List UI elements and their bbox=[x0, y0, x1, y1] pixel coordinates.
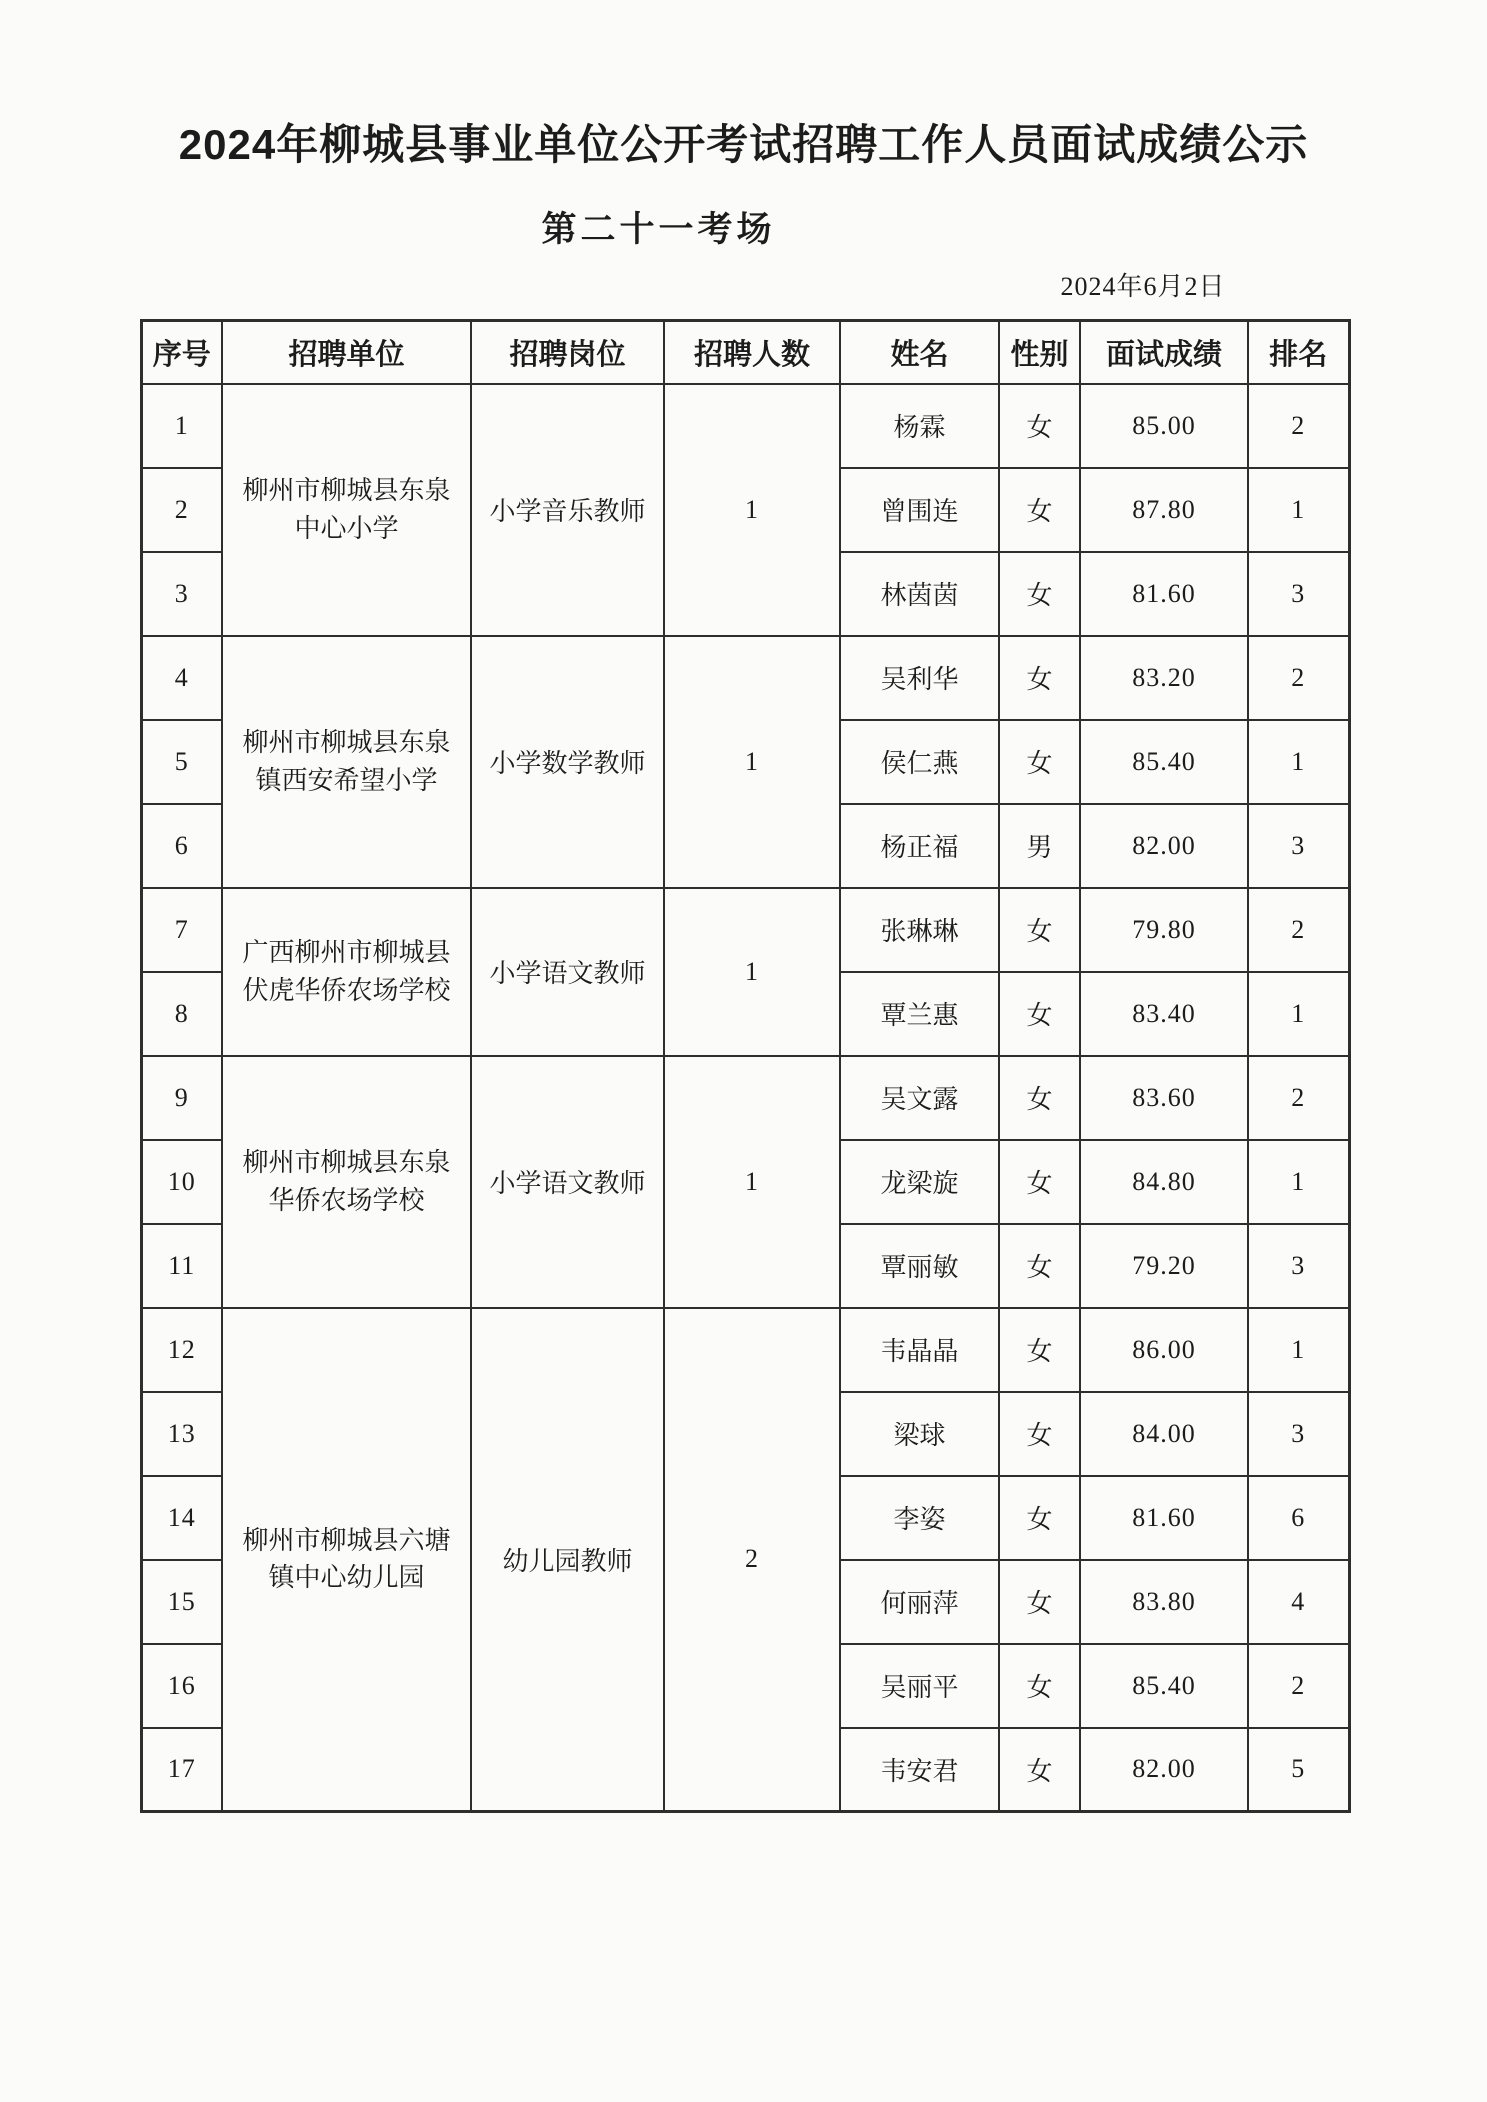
name-cell: 梁球 bbox=[840, 1392, 999, 1476]
score-cell: 83.60 bbox=[1080, 1056, 1248, 1140]
name-cell: 林茵茵 bbox=[840, 552, 999, 636]
column-header-seq: 序号 bbox=[141, 321, 222, 384]
gender-cell: 女 bbox=[999, 468, 1080, 552]
header-row bbox=[141, 321, 1349, 384]
gender-cell: 男 bbox=[999, 804, 1080, 888]
seq-cell: 6 bbox=[141, 804, 222, 888]
column-header-gender: 性别 bbox=[999, 321, 1080, 384]
score-cell: 82.00 bbox=[1080, 1728, 1248, 1812]
column-header-rank: 排名 bbox=[1248, 321, 1349, 384]
score-cell: 83.20 bbox=[1080, 636, 1248, 720]
rank-cell: 4 bbox=[1248, 1560, 1349, 1644]
column-header-position: 招聘岗位 bbox=[471, 321, 664, 384]
unit-cell: 柳州市柳城县东泉镇西安希望小学 bbox=[222, 636, 471, 888]
seq-cell: 11 bbox=[141, 1224, 222, 1308]
score-cell: 82.00 bbox=[1080, 804, 1248, 888]
name-cell: 吴文露 bbox=[840, 1056, 999, 1140]
name-cell: 覃兰惠 bbox=[840, 972, 999, 1056]
score-cell: 85.40 bbox=[1080, 1644, 1248, 1728]
gender-cell: 女 bbox=[999, 1056, 1080, 1140]
rank-cell: 6 bbox=[1248, 1476, 1349, 1560]
rank-cell: 3 bbox=[1248, 552, 1349, 636]
score-cell: 84.00 bbox=[1080, 1392, 1248, 1476]
table-row bbox=[141, 636, 1349, 720]
openings-cell: 1 bbox=[664, 384, 840, 636]
rank-cell: 2 bbox=[1248, 384, 1349, 468]
results-table-body bbox=[141, 384, 1349, 1812]
rank-cell: 2 bbox=[1248, 636, 1349, 720]
name-cell: 杨正福 bbox=[840, 804, 999, 888]
position-cell: 小学音乐教师 bbox=[471, 384, 664, 636]
rank-cell: 2 bbox=[1248, 888, 1349, 972]
gender-cell: 女 bbox=[999, 720, 1080, 804]
seq-cell: 1 bbox=[141, 384, 222, 468]
gender-cell: 女 bbox=[999, 1224, 1080, 1308]
gender-cell: 女 bbox=[999, 1308, 1080, 1392]
column-header-unit: 招聘单位 bbox=[222, 321, 471, 384]
rank-cell: 1 bbox=[1248, 468, 1349, 552]
score-cell: 85.00 bbox=[1080, 384, 1248, 468]
position-cell: 小学语文教师 bbox=[471, 888, 664, 1056]
table-row bbox=[141, 1308, 1349, 1392]
name-cell: 曾围连 bbox=[840, 468, 999, 552]
position-cell: 小学数学教师 bbox=[471, 636, 664, 888]
unit-cell: 柳州市柳城县东泉华侨农场学校 bbox=[222, 1056, 471, 1308]
score-cell: 85.40 bbox=[1080, 720, 1248, 804]
gender-cell: 女 bbox=[999, 1476, 1080, 1560]
gender-cell: 女 bbox=[999, 888, 1080, 972]
gender-cell: 女 bbox=[999, 972, 1080, 1056]
seq-cell: 13 bbox=[141, 1392, 222, 1476]
column-header-name: 姓名 bbox=[840, 321, 999, 384]
unit-cell: 柳州市柳城县六塘镇中心幼儿园 bbox=[222, 1308, 471, 1812]
table-row bbox=[141, 888, 1349, 972]
rank-cell: 2 bbox=[1248, 1056, 1349, 1140]
rank-cell: 3 bbox=[1248, 1392, 1349, 1476]
rank-cell: 1 bbox=[1248, 1140, 1349, 1224]
rank-cell: 3 bbox=[1248, 1224, 1349, 1308]
gender-cell: 女 bbox=[999, 1392, 1080, 1476]
position-cell: 幼儿园教师 bbox=[471, 1308, 664, 1812]
score-cell: 87.80 bbox=[1080, 468, 1248, 552]
score-cell: 84.80 bbox=[1080, 1140, 1248, 1224]
openings-cell: 1 bbox=[664, 636, 840, 888]
seq-cell: 16 bbox=[141, 1644, 222, 1728]
gender-cell: 女 bbox=[999, 1560, 1080, 1644]
seq-cell: 3 bbox=[141, 552, 222, 636]
seq-cell: 15 bbox=[141, 1560, 222, 1644]
seq-cell: 5 bbox=[141, 720, 222, 804]
score-cell: 83.80 bbox=[1080, 1560, 1248, 1644]
seq-cell: 7 bbox=[141, 888, 222, 972]
gender-cell: 女 bbox=[999, 552, 1080, 636]
openings-cell: 1 bbox=[664, 1056, 840, 1308]
rank-cell: 3 bbox=[1248, 804, 1349, 888]
name-cell: 韦安君 bbox=[840, 1728, 999, 1812]
score-cell: 86.00 bbox=[1080, 1308, 1248, 1392]
seq-cell: 2 bbox=[141, 468, 222, 552]
column-header-score: 面试成绩 bbox=[1080, 321, 1248, 384]
score-cell: 79.20 bbox=[1080, 1224, 1248, 1308]
seq-cell: 17 bbox=[141, 1728, 222, 1812]
document-content bbox=[140, 266, 1348, 1813]
gender-cell: 女 bbox=[999, 636, 1080, 720]
unit-cell: 柳州市柳城县东泉中心小学 bbox=[222, 384, 471, 636]
seq-cell: 14 bbox=[141, 1476, 222, 1560]
score-cell: 81.60 bbox=[1080, 1476, 1248, 1560]
page-subtitle: 第二十一考场 bbox=[541, 210, 776, 249]
column-header-openings: 招聘人数 bbox=[664, 321, 840, 384]
gender-cell: 女 bbox=[999, 1644, 1080, 1728]
openings-cell: 1 bbox=[664, 888, 840, 1056]
name-cell: 侯仁燕 bbox=[840, 720, 999, 804]
rank-cell: 2 bbox=[1248, 1644, 1349, 1728]
name-cell: 龙梁旋 bbox=[840, 1140, 999, 1224]
page-title: 2024年柳城县事业单位公开考试招聘工作人员面试成绩公示 bbox=[178, 121, 1309, 168]
seq-cell: 10 bbox=[141, 1140, 222, 1224]
table-row bbox=[141, 384, 1349, 468]
seq-cell: 8 bbox=[141, 972, 222, 1056]
name-cell: 吴利华 bbox=[840, 636, 999, 720]
name-cell: 韦晶晶 bbox=[840, 1308, 999, 1392]
score-cell: 79.80 bbox=[1080, 888, 1248, 972]
gender-cell: 女 bbox=[999, 384, 1080, 468]
seq-cell: 12 bbox=[141, 1308, 222, 1392]
score-cell: 81.60 bbox=[1080, 552, 1248, 636]
results-table bbox=[140, 319, 1351, 1813]
name-cell: 覃丽敏 bbox=[840, 1224, 999, 1308]
gender-cell: 女 bbox=[999, 1728, 1080, 1812]
gender-cell: 女 bbox=[999, 1140, 1080, 1224]
rank-cell: 5 bbox=[1248, 1728, 1349, 1812]
openings-cell: 2 bbox=[664, 1308, 840, 1812]
name-cell: 李姿 bbox=[840, 1476, 999, 1560]
rank-cell: 1 bbox=[1248, 720, 1349, 804]
name-cell: 杨霖 bbox=[840, 384, 999, 468]
name-cell: 何丽萍 bbox=[840, 1560, 999, 1644]
document-date: 2024年6月2日 bbox=[1060, 272, 1226, 301]
table-row bbox=[141, 1056, 1349, 1140]
name-cell: 吴丽平 bbox=[840, 1644, 999, 1728]
seq-cell: 4 bbox=[141, 636, 222, 720]
rank-cell: 1 bbox=[1248, 972, 1349, 1056]
seq-cell: 9 bbox=[141, 1056, 222, 1140]
name-cell: 张琳琳 bbox=[840, 888, 999, 972]
unit-cell: 广西柳州市柳城县伏虎华侨农场学校 bbox=[222, 888, 471, 1056]
score-cell: 83.40 bbox=[1080, 972, 1248, 1056]
rank-cell: 1 bbox=[1248, 1308, 1349, 1392]
position-cell: 小学语文教师 bbox=[471, 1056, 664, 1308]
